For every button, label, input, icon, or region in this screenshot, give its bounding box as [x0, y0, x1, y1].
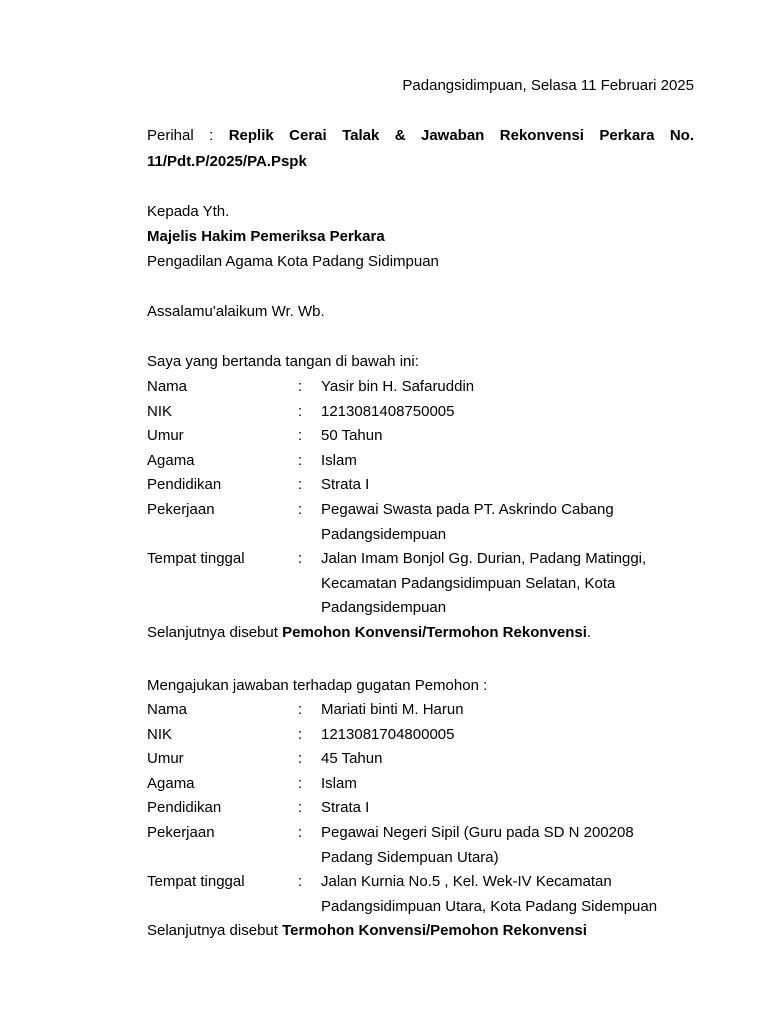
field-value: Padangsidimpuan Utara, Kota Padang Sidempuan	[321, 897, 658, 915]
field-label: Umur	[147, 427, 184, 445]
field-value: 50 Tahun	[321, 427, 383, 445]
field-row	[147, 575, 707, 593]
field-row	[147, 526, 707, 544]
field-row	[147, 403, 707, 421]
field-colon: :	[298, 501, 303, 518]
field-row	[147, 701, 707, 719]
field-label: Tempat tinggal	[147, 550, 245, 568]
subject-title: Replik Cerai Talak & Jawaban Rekonvensi Perkara No.	[228, 127, 695, 144]
field-value: Islam	[321, 774, 357, 792]
field-label: Pendidikan	[147, 799, 222, 817]
field-row	[147, 898, 707, 916]
field-colon: :	[298, 750, 303, 768]
field-colon: :	[298, 451, 303, 469]
field-colon: :	[298, 550, 303, 568]
field-value: Islam	[321, 451, 357, 469]
party1-intro: Saya yang bertanda tangan di bawah ini:	[147, 353, 419, 370]
field-value: 45 Tahun	[321, 750, 383, 768]
field-label: Agama	[147, 774, 195, 792]
recipient-name: Majelis Hakim Pemeriksa Perkara	[147, 228, 385, 245]
field-value: Padangsidempuan	[321, 599, 447, 617]
field-row	[147, 799, 707, 817]
field-value: Strata I	[321, 476, 370, 494]
field-row	[147, 476, 707, 494]
party1-closing-suffix: .	[586, 624, 592, 641]
field-colon: :	[298, 725, 303, 743]
field-label: NIK	[147, 402, 173, 420]
field-row	[147, 824, 707, 842]
field-label: Nama	[147, 378, 188, 395]
field-colon: :	[298, 799, 303, 817]
place-date: Padangsidimpuan, Selasa 11 Februari 2025	[402, 77, 694, 94]
field-label: Nama	[147, 701, 188, 718]
field-label: Umur	[147, 750, 184, 768]
field-label: NIK	[147, 725, 173, 743]
field-row	[147, 726, 707, 744]
field-row	[147, 452, 707, 470]
field-row	[147, 873, 707, 891]
field-value: 1213081408750005	[321, 402, 455, 420]
subject-colon: :	[209, 127, 214, 144]
field-value: Padangsidempuan	[321, 525, 447, 543]
field-row	[147, 550, 707, 568]
party1-closing	[147, 624, 591, 642]
field-value: Pegawai Swasta pada PT. Askrindo Cabang	[321, 501, 614, 518]
field-value: Jalan Imam Bonjol Gg. Durian, Padang Matinggi,	[321, 550, 647, 568]
field-value: Padang Sidempuan Utara)	[321, 848, 499, 866]
party1-closing-role: Pemohon Konvensi/Termohon Rekonvensi	[282, 624, 587, 641]
field-label: Pekerjaan	[147, 824, 215, 841]
field-colon: :	[298, 402, 303, 420]
field-value: Kecamatan Padangsidimpuan Selatan, Kota	[321, 574, 616, 592]
field-row	[147, 427, 707, 445]
field-value: Mariati binti M. Harun	[321, 701, 464, 718]
field-colon: :	[298, 476, 303, 494]
subject-label: Perihal	[147, 127, 194, 144]
field-row	[147, 849, 707, 867]
salutation: Assalamu'alaikum Wr. Wb.	[147, 303, 325, 320]
field-row	[147, 599, 707, 617]
field-colon: :	[298, 873, 303, 891]
subject-line-1	[147, 127, 694, 145]
party2-closing-role: Termohon Konvensi/Pemohon Rekonvensi	[282, 922, 587, 939]
field-colon: :	[298, 774, 303, 792]
party2-closing	[147, 922, 587, 940]
field-row	[147, 378, 707, 396]
party2-intro: Mengajukan jawaban terhadap gugatan Pemohon :	[147, 677, 488, 694]
party2-closing-prefix: Selanjutnya disebut	[147, 922, 283, 939]
field-colon: :	[298, 701, 303, 718]
field-value: Strata I	[321, 799, 370, 817]
field-row	[147, 775, 707, 793]
subject-line-2: 11/Pdt.P/2025/PA.Pspk	[147, 153, 307, 170]
field-value: 1213081704800005	[321, 725, 455, 743]
field-value: Jalan Kurnia No.5 , Kel. Wek-IV Kecamatan	[321, 873, 612, 891]
recipient-greeting: Kepada Yth.	[147, 203, 230, 220]
field-label: Pekerjaan	[147, 501, 215, 518]
field-colon: :	[298, 427, 303, 445]
field-colon: :	[298, 824, 303, 841]
party1-closing-prefix: Selanjutnya disebut	[147, 624, 283, 641]
field-value: Yasir bin H. Safaruddin	[321, 378, 475, 395]
field-label: Tempat tinggal	[147, 873, 245, 891]
field-value: Pegawai Negeri Sipil (Guru pada SD N 200208	[321, 824, 634, 841]
field-label: Pendidikan	[147, 476, 222, 494]
recipient-institution: Pengadilan Agama Kota Padang Sidimpuan	[147, 253, 439, 270]
field-colon: :	[298, 378, 303, 395]
field-label: Agama	[147, 451, 195, 469]
field-row	[147, 750, 707, 768]
field-row	[147, 501, 707, 519]
